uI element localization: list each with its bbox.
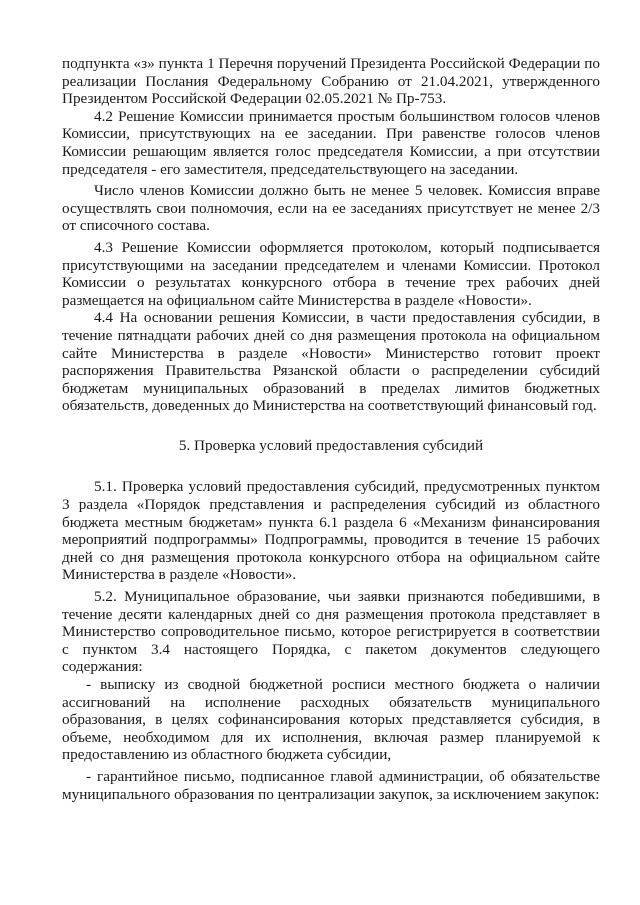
paragraph-4-4: 4.4 На основании решения Комиссии, в части предоставления субсидии, в течение пятнадцати рабочих дней со дня размещения протокола на официальном сайте Министерства в разделе «Новости» Министерство готовит проект распоряжения Правительства Рязанской области о распределении субсидий бюджетам муниципальных образований в пределах лимитов бюджетных обязательств, доведенных до Министерства на соответствующий финансовый год. [62,309,600,415]
list-item: - выписку из сводной бюджетной росписи местного бюджета о наличии ассигнований на исполнение расходных обязательств муниципального образования, в целях софинансирования которых представляется субсидия, в объеме, необходимом для их исполнения, включая размер планируемой к предоставлению из областного бюджета субсидии, [62,676,600,764]
section-heading: 5. Проверка условий предоставления субсидий [178,436,484,454]
paragraph-continuation: подпункта «з» пункта 1 Перечня поручений Президента Российской Федерации по реализации Послания Федеральному Собранию от 21.04.2021, утвержденного Президентом Российской Федерации 02.05.2021 № Пр-753. [62,55,600,108]
paragraph-4-3: 4.3 Решение Комиссии оформляется протоколом, который подписывается присутствующими на заседании председателем и членами Комиссии. Протокол Комиссии о результатах конкурсного отбора в течение трех рабочих дней размещается на официальном сайте Министерства в разделе «Новости». [62,238,600,309]
paragraph-4-2: 4.2 Решение Комиссии принимается простым большинством голосов членов Комиссии, присутствующих на ее заседании. При равенстве голосов членов Комиссии решающим является голос председателя Комиссии, а при отсутствии председателя - его заместителя, председательствующего на заседании. [62,107,600,178]
paragraph-quorum: Число членов Комиссии должно быть не менее 5 человек. Комиссия вправе осуществлять свои полномочия, если на ее заседаниях присутствует не менее 2/3 от списочного состава. [62,182,600,235]
paragraph-5-1: 5.1. Проверка условий предоставления субсидий, предусмотренных пунктом 3 раздела «Порядок представления и распределения субсидий из областного бюджета местным бюджетам» пункта 6.1 раздела 6 «Механизм финансирования мероприятий подпрограммы» Подпрограммы, проводится в течение 15 рабочих дней со дня размещения протокола конкурсного отбора на официальном сайте Министерства в разделе «Новости». [62,478,600,584]
list-item: - гарантийное письмо, подписанное главой администрации, об обязательстве муниципального образования по централизации закупок, за исключением закупок: [62,767,600,803]
paragraph-5-2: 5.2. Муниципальное образование, чьи заявки признаются победившими, в течение десяти календарных дней со дня размещения протокола представляет в Министерство сопроводительное письмо, которое регистрируется в соответствии с пунктом 3.4 настоящего Порядка, с пакетом документов следующего содержания: [62,588,600,676]
document-page [62,55,600,803]
